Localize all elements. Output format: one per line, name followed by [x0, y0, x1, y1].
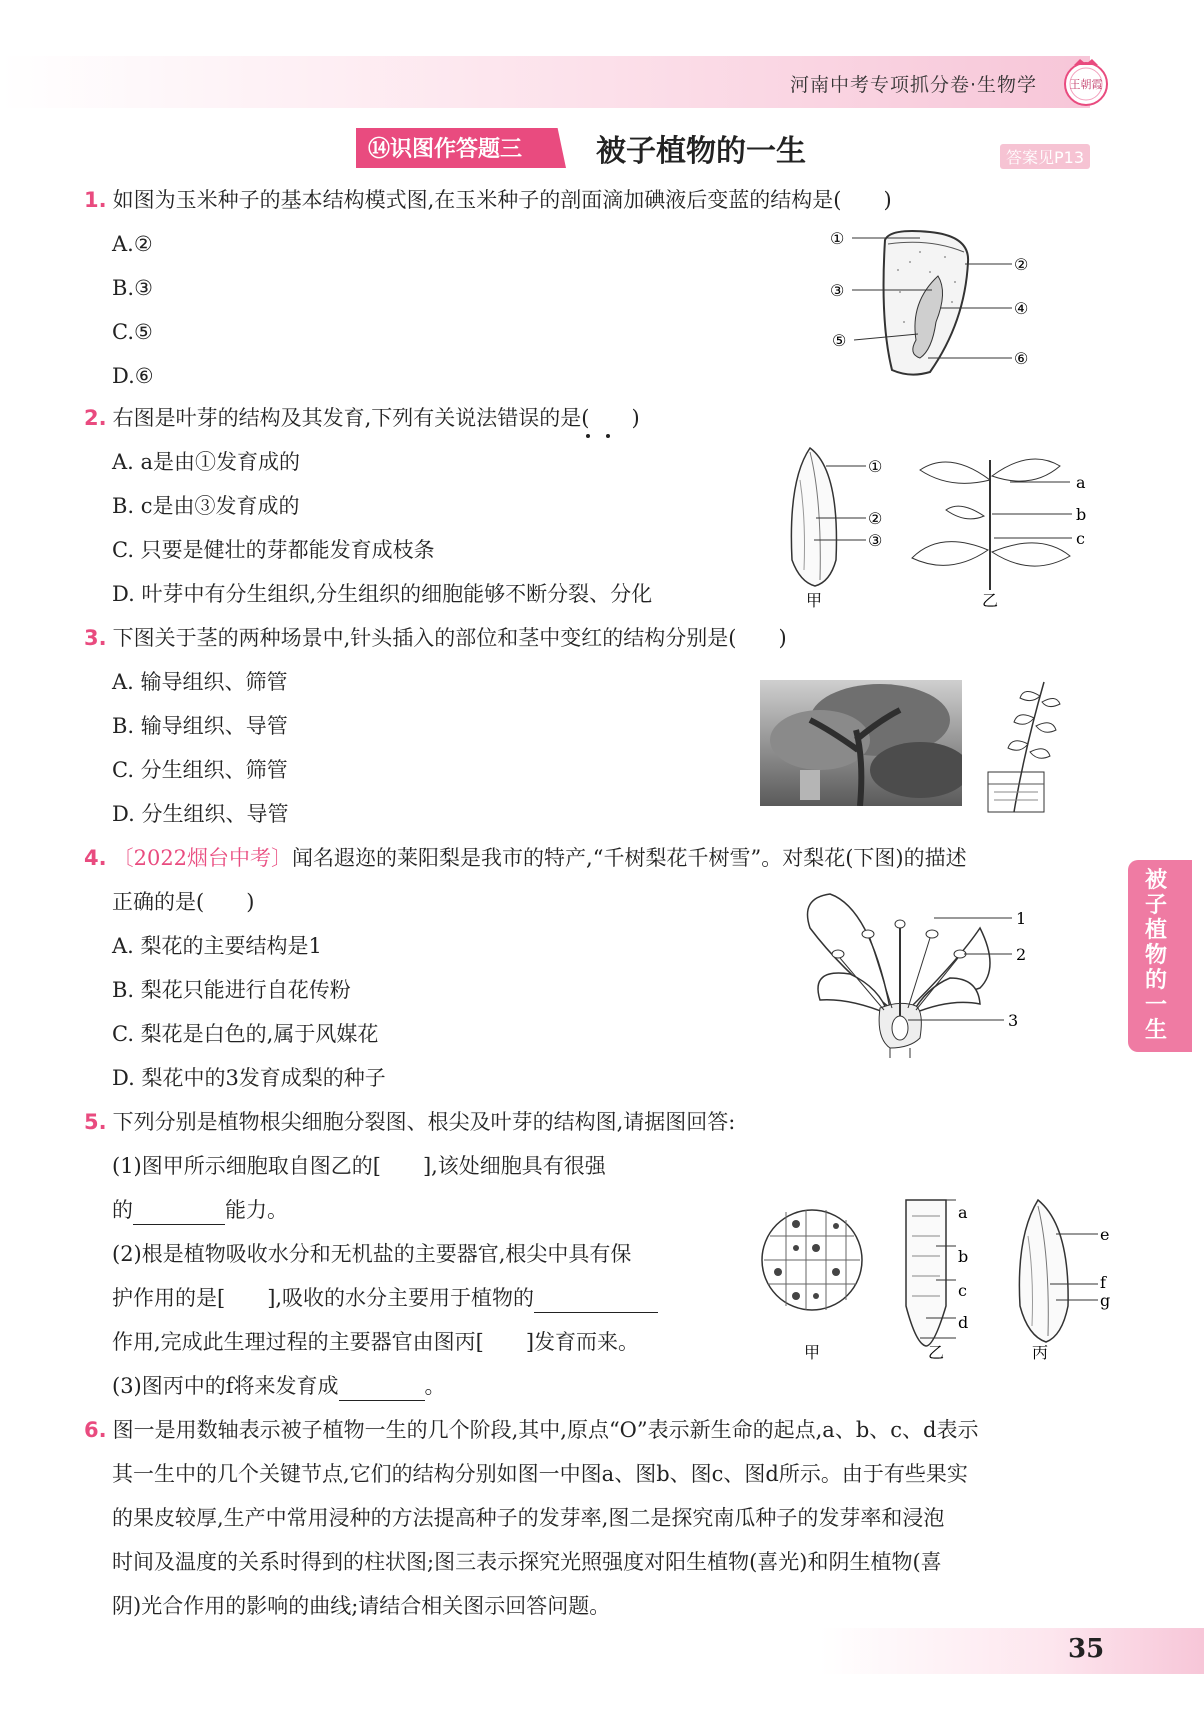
label-3: 3	[1008, 1011, 1019, 1030]
label-f: f	[1100, 1273, 1106, 1292]
section-title: 被子植物的一生	[596, 134, 806, 169]
section-badge-text: ⑭识图作答题三	[368, 137, 523, 162]
q1-option-b: B.③	[112, 276, 153, 300]
caption-bing: 丙	[1032, 1343, 1049, 1362]
label-1: ①	[830, 229, 845, 248]
q5-part1-line1: (1)图甲所示细胞取自图乙的[ ],该处细胞具有很强	[112, 1154, 606, 1178]
question-number: 4.	[84, 846, 107, 870]
label-4: ④	[1014, 299, 1029, 318]
question-6	[84, 1416, 978, 1444]
q4-option-b: B. 梨花只能进行自花传粉	[112, 978, 351, 1002]
q6-line-2: 其一生中的几个关键节点,它们的结构分别如图一中图a、图b、图c、图d所示。由于有些果实	[112, 1462, 968, 1486]
label-a: a	[1076, 473, 1086, 492]
leaf-bud-diagram	[770, 440, 1110, 610]
q2-option-d: D. 叶芽中有分生组织,分生组织的细胞能够不断分裂、分化	[112, 582, 653, 606]
q3-option-d: D. 分生组织、导管	[112, 802, 289, 826]
label-5: ⑤	[832, 331, 847, 350]
q5-part2-line3: 作用,完成此生理过程的主要器官由图丙[ ]发育而来。	[112, 1330, 640, 1354]
question-text: 如图为玉米种子的基本结构模式图,在玉米种子的剖面滴加碘液后变蓝的结构是( )	[112, 188, 892, 212]
q3-option-a: A. 输导组织、筛管	[112, 670, 288, 694]
q2-option-a: A. a是由①发育成的	[112, 450, 301, 474]
question-text: 闻名遐迩的莱阳梨是我市的特产,“千树梨花千树雪”。对梨花(下图)的描述	[292, 846, 967, 870]
q1-option-a: A.②	[112, 232, 153, 256]
corn-seed-diagram	[820, 222, 1040, 382]
q6-line-4: 时间及温度的关系时得到的柱状图;图三表示探究光照强度对阳生植物(喜光)和阴生植物(喜	[112, 1550, 942, 1574]
q3-option-b: B. 输导组织、导管	[112, 714, 288, 738]
q6-line-5: 阴)光合作用的影响的曲线;请结合相关图示回答问题。	[112, 1594, 611, 1618]
question-text: 下图关于茎的两种场景中,针头插入的部位和茎中变红的结构分别是( )	[112, 626, 787, 650]
label-b: b	[1076, 505, 1087, 524]
question-4-continued: 正确的是( )	[112, 890, 255, 914]
svg-text:王朝霞: 王朝霞	[1069, 78, 1103, 91]
caption-yi: 乙	[982, 591, 999, 610]
label-2: 2	[1016, 945, 1027, 964]
label-1: ①	[868, 457, 883, 476]
q5-part3: (3)图丙中的f将来发育成 。	[112, 1372, 446, 1401]
chapter-side-tab-text: 被子植物的一生	[1144, 868, 1167, 1043]
question-1	[84, 186, 892, 214]
label-e: e	[1100, 1225, 1110, 1244]
q5-part2-line1: (2)根是植物吸收水分和无机盐的主要器官,根尖中具有保	[112, 1242, 632, 1266]
answer-blank[interactable]	[133, 1196, 225, 1225]
q5-part2-line2: 护作用的是[ ],吸收的水分主要用于植物的	[112, 1284, 658, 1313]
caption-jia: 甲	[806, 591, 823, 610]
q4-option-c: C. 梨花是白色的,属于风媒花	[112, 1022, 379, 1046]
answer-reference: 答案见P13	[1000, 144, 1090, 169]
page-number: 35	[1068, 1634, 1105, 1664]
q6-line-3: 的果皮较厚,生产中常用浸种的方法提高种子的发芽率,图二是探究南瓜种子的发芽率和浸泡	[112, 1506, 945, 1530]
q3-option-c: C. 分生组织、筛管	[112, 758, 288, 782]
stem-in-red-water-diagram	[984, 672, 1064, 816]
question-4	[84, 844, 967, 872]
q4-option-a: A. 梨花的主要结构是1	[112, 934, 322, 958]
q1-option-d: D.⑥	[112, 364, 154, 388]
question-text: 右图是叶芽的结构及其发育,下列有关说法错误的是( )	[112, 406, 640, 430]
label-d: d	[958, 1313, 969, 1332]
answer-blank[interactable]	[534, 1284, 658, 1313]
question-3	[84, 624, 787, 652]
q5-part1-line2: 的 能力。	[112, 1196, 288, 1225]
question-5	[84, 1108, 735, 1136]
pear-flower-diagram	[780, 888, 1040, 1058]
label-2: ②	[1014, 255, 1029, 274]
question-text: 图一是用数轴表示被子植物一生的几个阶段,其中,原点“O”表示新生命的起点,a、b、c、d表示	[112, 1418, 979, 1442]
q1-option-c: C.⑤	[112, 320, 153, 344]
q4-option-d: D. 梨花中的3发育成梨的种子	[112, 1066, 386, 1090]
question-number: 6.	[84, 1418, 107, 1442]
question-number: 5.	[84, 1110, 107, 1134]
answer-blank[interactable]	[339, 1372, 425, 1401]
caption-jia: 甲	[804, 1343, 821, 1362]
header-title: 河南中考专项抓分卷·生物学	[790, 74, 1038, 96]
q2-option-c: C. 只要是健壮的芽都能发育成枝条	[112, 538, 435, 562]
label-b: b	[958, 1247, 969, 1266]
root-tip-diagrams	[756, 1196, 1116, 1364]
label-g: g	[1100, 1291, 1111, 1310]
page-number-band	[820, 1628, 1204, 1674]
question-2	[84, 404, 640, 432]
label-2: ②	[868, 509, 883, 528]
label-3: ③	[868, 531, 883, 550]
q2-option-b: B. c是由③发育成的	[112, 494, 300, 518]
caption-yi: 乙	[928, 1343, 945, 1362]
label-c: c	[1076, 529, 1085, 548]
question-text: 下列分别是植物根尖细胞分裂图、根尖及叶芽的结构图,请据图回答:	[112, 1110, 736, 1134]
label-3: ③	[830, 281, 845, 300]
label-1: 1	[1016, 909, 1027, 928]
question-source: 〔2022烟台中考〕	[112, 846, 293, 870]
label-a: a	[958, 1203, 968, 1222]
label-c: c	[958, 1281, 967, 1300]
brand-seal-icon	[1060, 56, 1112, 108]
question-number: 2.	[84, 406, 107, 430]
label-6: ⑥	[1014, 349, 1029, 368]
tree-injection-photo	[760, 680, 962, 806]
question-number: 3.	[84, 626, 107, 650]
emphasis-dots	[584, 432, 614, 442]
question-number: 1.	[84, 188, 107, 212]
